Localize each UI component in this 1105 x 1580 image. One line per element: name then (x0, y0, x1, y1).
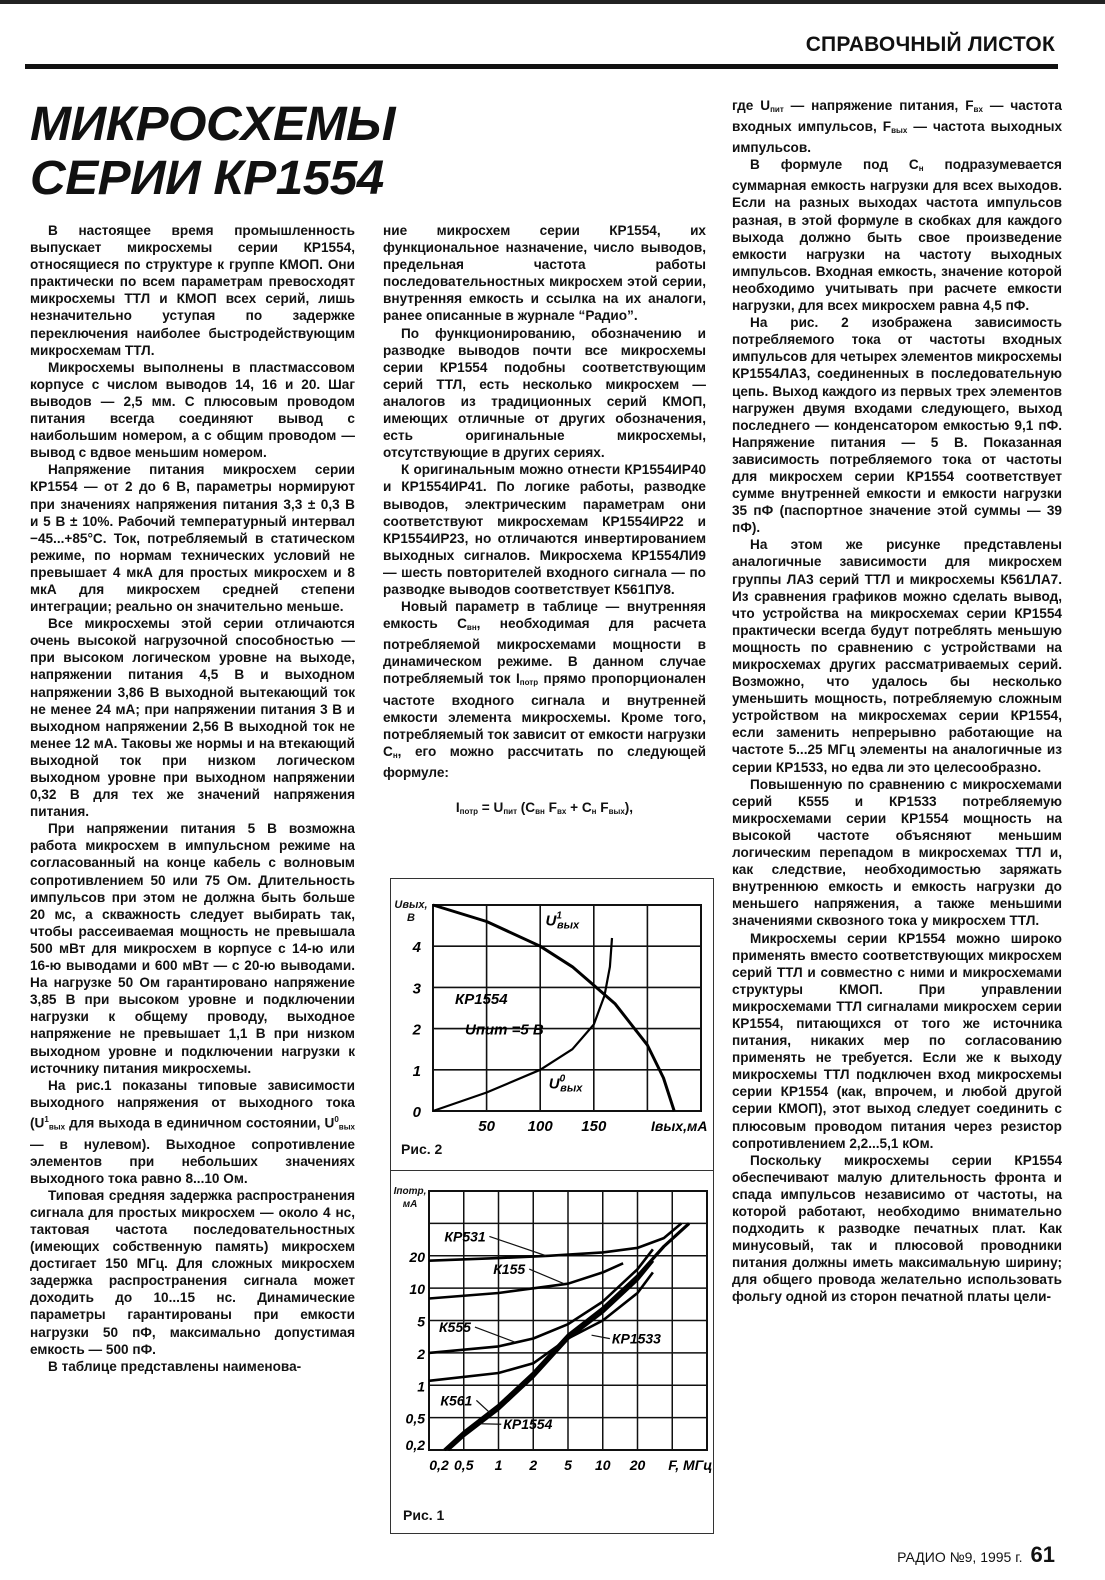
figure-1-caption: Рис. 1 (403, 1507, 445, 1523)
paragraph: Все микросхемы этой серии отличаются очень высокой нагрузочной способностью — при высоком логическом уровне на выходе, напряжении питания 4,5 В и выходном напряжении 3,86 В выходной вытекающий ток не менее 24 мА; при напряжении питания 3 В и выходном напряжении 2,56 В выходной ток не менее 12 мА. Таковы же нормы и на втекающий выходной ток при низком логическом выходном уровне при выходном напряжении 0,32 В для тех же значений напряжения питания. (30, 616, 355, 820)
series-label-u1: $U^1$ вых (545, 910, 580, 932)
paragraph: На этом же рисунке представлены аналогичные зависимости для микросхем группы ЛА3 серий ТТЛ и микросхемы К561ЛА7. Из сравнения графиков можно сделать вывод, что устройства на микросхемах серии КР1554 практически всегда будут потреблять меньшую мощность по сравнению с устройствами на микросхемах других рассматриваемых серий. Возможно, что удалось бы несколько уменьшить мощность, потребляемую сложным устройством на микросхемах серии КР1554, если заменить непрерывно работающие на частоте 5...25 МГц элементы на аналогичные из серии КР1533, но едва ли это целесообразно. (732, 537, 1062, 775)
figure-2-caption: Рис. 2 (401, 1141, 443, 1157)
figure-1-chart (391, 1171, 713, 1533)
x-tick-label: 0,5 (454, 1457, 474, 1473)
x-tick-label: 150 (581, 1118, 607, 1135)
title-line-1: МИКРОСХЕМЫ (30, 98, 396, 151)
paragraph: По функционированию, обозначению и разводке выводов почти все микросхемы серии КР1554 подобны соответствующим серий ТТЛ, есть несколько микросхем — аналогов из традиционных серий КМОП, имеющих отличные от других обозначения, есть оригинальные микросхемы, отсутствующие в других сериях. (383, 325, 706, 461)
y-tick-label: 1 (417, 1378, 425, 1395)
x-axis-label: Iвых,мА (651, 1118, 708, 1134)
y-tick-label: 10 (409, 1281, 425, 1298)
section-rubric: СПРАВОЧНЫЙ ЛИСТОК (805, 33, 1055, 56)
page-number: 61 (1030, 1542, 1055, 1567)
column-3 (732, 97, 1062, 1306)
paragraph-variables: где $U_{пит}$ — напряжение питания, $F_{вх}$ — частота входных импульсов, $F_{вых}$ — частота выходных импульсов. (732, 98, 1063, 156)
series-label: КР1554 (503, 1416, 553, 1433)
header-rule (25, 64, 1058, 69)
supply-annotation: Uпит =5 В (465, 1021, 544, 1039)
paragraph: К оригинальным можно отнести КР1554ИР40 и КР1554ИР41. По логике работы, разводке выводов, электрическим параметрам они соответствуют микросхемам КР1554ИР22 и КР1554ИР23, но отличаются инвертированием выходных сигналов. Микросхема КР1554ЛИ9 — шесть повторителей входного сигнала — по разводке выводов соответствует К561ПУ8. (383, 462, 706, 597)
x-tick-label: 2 (529, 1457, 538, 1473)
series-label: К555 (438, 1319, 471, 1336)
x-tick-label: 10 (594, 1457, 611, 1473)
paragraph: Поскольку микросхемы серии КР1554 обеспечивают малую длительность фронта и спада импульсов независимо от частоты, на которой работают, необходимо внимательно подходить к разводке печатных плат. Как минусовый, так и плюсовой проводники питания должны иметь максимальную ширину; для общего провода желательно использовать фольгу одной из сторон печатной платы цели- (732, 1152, 1062, 1305)
series-label: К155 (493, 1261, 526, 1278)
y-tick-label: 5 (417, 1313, 425, 1330)
y-tick-label: 20 (409, 1248, 425, 1265)
figure-1 (390, 1170, 714, 1534)
series-label-u0: $U^0$ вых (548, 1073, 583, 1095)
series-line (429, 1263, 623, 1298)
paragraph: В таблице представлены наименова- (48, 1358, 302, 1374)
paragraph: Типовая средняя задержка распространения сигнала для простых микросхем — около 4 нс, тактовая частота последовательностных (имеющих собственную память) микросхем достигает 150 МГц. Для сложных микросхем задержка распространения сигнала может доходить до 10...15 нс. Динамические параметры гарантированы при емкости нагрузки 50 пФ, максимально допустимая емкость — 500 пФ. (30, 1187, 355, 1357)
page-footer (897, 1542, 1055, 1568)
figure-2 (390, 878, 714, 1171)
y-tick-label: 1 (412, 1062, 421, 1080)
x-tick-label: 100 (527, 1118, 553, 1135)
current-formula: $I_{потр} = U_{пит}$ ($C_{вн}$ $F_{вх} + C_н$ $F_{вых}$), (455, 800, 634, 816)
plot-frame (433, 905, 701, 1111)
x-axis-label: F, МГц (668, 1457, 713, 1473)
y-tick-label: 0,5 (405, 1410, 425, 1427)
paragraph: При напряжении питания 5 В возможна работа микросхем в импульсном режиме на согласованный на конце кабель с волновым сопротивлением 50 или 75 Ом. Длительность импульсов при этом не должна быть больше 20 мс, а скважность следует выбирать так, чтобы рассеиваемая мощность не превышала 500 мВт для микросхем в корпусе с 14-ю или 16-ю выводами и 600 мВт — с 20-ю выводами. На нагрузке 50 Ом гарантировано напряжение 3,85 В при высоком уровне и подключении нагрузки к общему проводу, выходное напряжение не превышает 1,1 В при низком выходном уровне и подключении нагрузки к источнику питания микросхемы. (30, 821, 355, 1076)
x-tick-label: 0,2 (429, 1457, 449, 1473)
column-1 (30, 222, 355, 1375)
figure-1-y-axis-label: Iпотр, мА (393, 1186, 427, 1210)
journal-issue: РАДИО №9, 1995 г. (897, 1549, 1023, 1565)
paragraph-new-parameter: Новый параметр в таблице — внутренняя емкость $С_{вн}$, необходимая для расчета потребляемой микросхемами мощности в динамическом режиме. В данном случае потребляемый ток $I_{потр}$ прямо пропорционален частоте входного сигнала и внутренней емкости элемента микросхемы. Кроме того, потребляемый ток зависит от емкости нагрузки $С_н$, его можно рассчитать по следующей формуле: (383, 599, 707, 780)
series-label: КР531 (444, 1228, 486, 1245)
column-2 (383, 222, 706, 820)
title-line-2: СЕРИИ КР1554 (30, 152, 384, 205)
article-title (30, 98, 395, 206)
y-tick-label: 3 (412, 980, 421, 998)
series-label-leader (529, 1269, 564, 1284)
chart-title: КР1554 (455, 990, 508, 1008)
y-tick-label: 4 (412, 939, 421, 957)
paragraph: На рис. 2 изображена зависимость потребляемого тока от частоты входных импульсов для четырех элементов микросхемы КР1554ЛА3, соединенных в последовательную цепь. Выход каждого из первых трех элементов нагружен двумя входами следующего, выход последнего — конденсатором емкостью 9,1 пФ. Напряжение питания — 5 В. Показанная зависимость потребляемого тока от частоты для микросхем серии КР1554 соответствует сумме внутренней емкости и емкости нагрузки 35 пФ (паспортное значение этой суммы — 39 пФ). (732, 315, 1062, 536)
paragraph: Повышенную по сравнению с микросхемами серий К555 и КР1533 потребляемую микросхемами серии КР1554 мощность на высокой частоте объясняют меньшим логическим перепадом в микросхемах ТТЛ и, как следствие, необходимостью заряжать внутреннюю емкость и емкость нагрузки до меньшего напряжения, а также меньшими значениями сквозного тока у микросхем ТТЛ. (732, 776, 1062, 929)
paragraph-fig1-reference: На рис.1 показаны типовые зависимости выходного напряжения от выходного тока ($U^1_{вых}$ для выхода в единичном состоянии, $U^0_{вых}$ — в нулевом). Выходное сопротивление элементов при небольших значениях выходного тока равно 8...10 Ом. (30, 1077, 355, 1186)
y-tick-label: 0,2 (405, 1437, 425, 1453)
paragraph: Напряжение питания микросхем серии КР1554 — от 2 до 6 В, параметры нормируют при значениях напряжения питания 3,3 ± 0,3 В и 5 В ± 10%. Рабочий температурный интервал −45...+85°С. Ток, потребляемый в статическом режиме, по нормам технических условий не превышает 4 мкА для простых микросхем и 8 мкА для микросхем средней степени интеграции; реально он значительно меньше. (30, 462, 355, 615)
y-tick-label: 2 (412, 1021, 421, 1039)
y-tick-label: 0 (412, 1104, 421, 1121)
series-label: К561 (440, 1392, 473, 1409)
paragraph: В настоящее время промышленность выпускает микросхемы серии КР1554, относящиеся по структуре к группе КМОП. Они практически по всем параметрам превосходят микросхемы ТТЛ и КМОП всех серий, лишь незначительно уступая по задержке переключения наиболее быстродействующим микросхемам ТТЛ. (30, 223, 355, 358)
x-tick-label: 5 (564, 1457, 572, 1473)
series-label-leader (476, 1400, 490, 1413)
x-tick-label: 50 (478, 1118, 495, 1135)
x-tick-label: 1 (494, 1457, 503, 1473)
series-label-leader (475, 1327, 515, 1342)
paragraph: Микросхемы серии КР1554 можно широко применять вместо соответствующих микросхем серий ТТЛ и совместно с ними и микросхемами структуры КМОП. При управлении микросхемами ТТЛ сигналами микросхем серии КР1554, питающихся от того же источника питания, никаких мер по согласованию применять не требуется. Если же к выходу микросхемы ТТЛ подключен вход микросхемы серии КР1554 (как, впрочем, и любой другой серии КМОП), этот выход следует соединить с плюсовым проводом питания через резистор сопротивлением 2,2...5,1 кОм. (732, 930, 1062, 1151)
top-border (0, 0, 1105, 4)
x-tick-label: 20 (629, 1457, 646, 1473)
series-label-leader (592, 1335, 610, 1338)
y-tick-label: 2 (417, 1345, 425, 1362)
series-label: КР1533 (611, 1330, 661, 1347)
paragraph: ние микросхем серии КР1554, их функциональное назначение, число выводов, предельная частота работы последовательностных микросхем этой серии, внутренняя емкость и ссылка на их аналоги, ранее описанные в журнале “Радио”. (383, 223, 706, 324)
figure-2-y-axis-label: Uвых, В (392, 899, 430, 925)
figure-2-chart (391, 879, 713, 1171)
paragraph-load-capacitance: В формуле под $С_н$ подразумевается суммарная емкость нагрузки для всех выходов. Если на разных выходах частота импульсов разная, в этой формуле в скобках для каждого выхода должно быть свое произведение емкости нагрузки на частоту выходных импульсов. Входная емкость, значение которой необходимо учитывать при расчете емкости нагрузки, для всех микросхем равна 4,5 пФ. (732, 157, 1062, 314)
paragraph: Микросхемы выполнены в пластмассовом корпусе с числом выводов 14, 16 и 20. Шаг выводов — 2,5 мм. С плюсовым проводом питания всегда соединяют вывод с наибольшим номером, а с общим проводом — вывод с вдвое меньшим номером. (30, 359, 355, 461)
